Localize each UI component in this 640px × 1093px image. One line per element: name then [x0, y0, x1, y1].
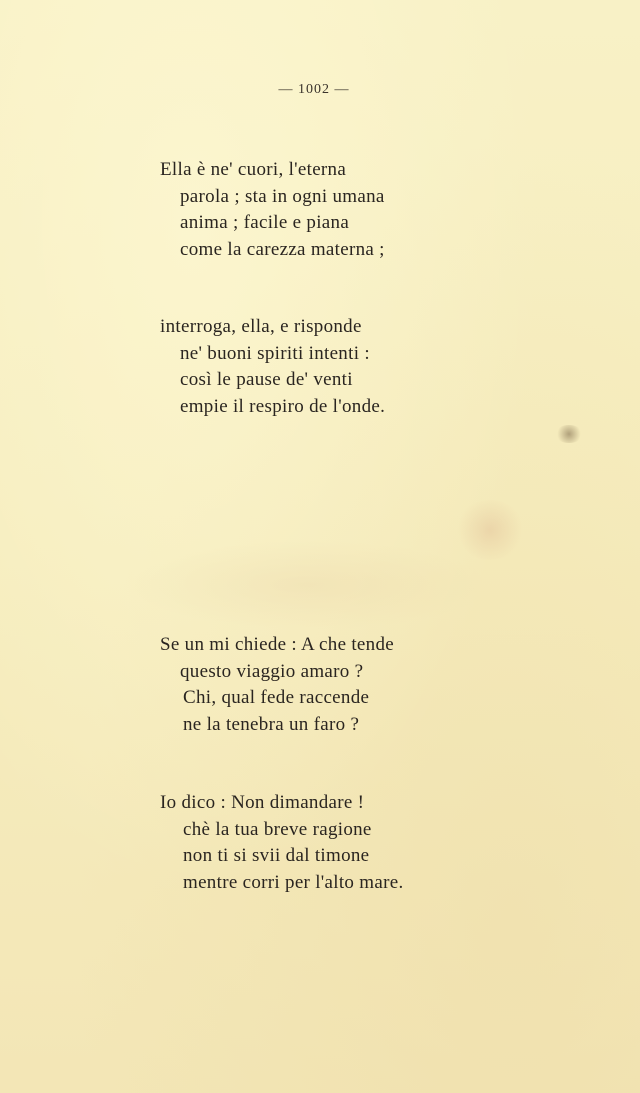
stanza [160, 790, 404, 896]
page-number: — 1002 — [278, 82, 350, 97]
paper-stain [130, 540, 490, 630]
stanza [160, 632, 394, 738]
poem-line: mentre corri per l'alto mare. [183, 871, 404, 893]
poem-line: questo viaggio amaro ? [180, 660, 364, 682]
paper-stain [455, 500, 525, 560]
poem-line: Chi, qual fede raccende [183, 687, 370, 708]
ink-spot [555, 425, 583, 443]
poem-line: chè la tua breve ragione [183, 818, 372, 840]
poem-line: anima ; facile e piana [180, 212, 350, 233]
poem-line: come la carezza materna ; [180, 238, 385, 260]
poem-line: empie il respiro de l'onde. [180, 395, 386, 417]
poem-line: Se un mi chiede : A che tende [160, 634, 394, 655]
poem-line: Ella è ne' cuori, l'eterna [160, 159, 347, 180]
poem-line: ne' buoni spiriti intenti : [180, 342, 370, 364]
poem-line: parola ; sta in ogni umana [180, 185, 385, 207]
poem-line: Io dico : Non dimandare ! [160, 792, 365, 813]
stanza [160, 314, 385, 420]
poem-line: interroga, ella, e risponde [160, 316, 362, 337]
poem-line: così le pause de' venti [180, 369, 353, 390]
poem-line: ne la tenebra un faro ? [183, 713, 360, 735]
poem-line: non ti si svii dal timone [183, 845, 370, 866]
stanza [160, 157, 385, 263]
